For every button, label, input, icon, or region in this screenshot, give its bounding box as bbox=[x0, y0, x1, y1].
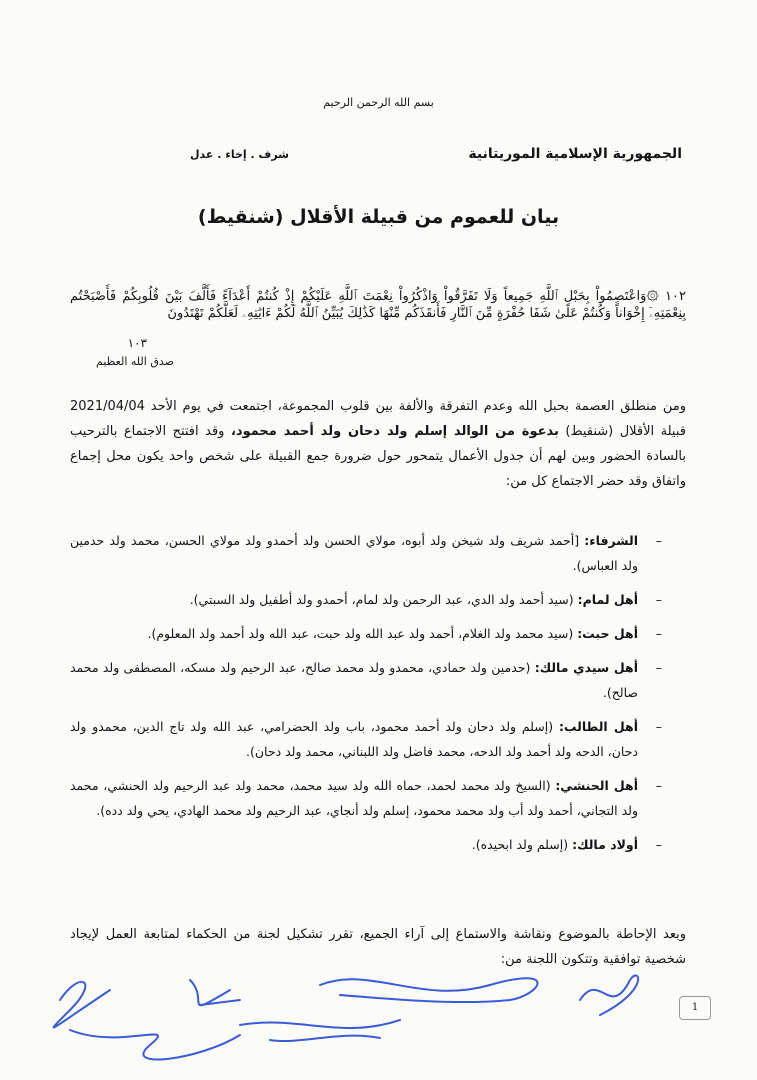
intro-text-2: وقد افتتح الاجتماع بالترحيب بالسادة الحضور وبين لهم أن جدول الأعمال يتمحور حول ضرورة جمع القبيلة على شخص واحد يكون محل إجماع واتفاق وقد حضر الاجتماع كل من: bbox=[70, 424, 686, 489]
basmala: بسم الله الرحمن الرحيم bbox=[323, 96, 434, 109]
signature-3 bbox=[320, 978, 538, 1002]
list-item bbox=[70, 528, 662, 578]
attendees-list bbox=[70, 528, 662, 866]
group-members: (إسلم ولد دحان ولد أحمد محمود، باب ولد الحضرامي، عبد الله ولد تاج الدين، محمدو ولد دحان، الدحه ولد أحمد ولد الدحه، محمد فاضل ولد اللبناني، محمد ولد دحان). bbox=[70, 719, 638, 759]
list-item bbox=[70, 773, 662, 823]
document-title: بيان للعموم من قبيلة الأقلال (شنقيط) bbox=[197, 206, 560, 228]
list-item bbox=[70, 655, 662, 705]
group-members: (سيد أحمد ولد الدي، عبد الرحمن ولد لمام، أحمدو ولد أطفيل ولد السبتي). bbox=[189, 592, 578, 607]
signatures bbox=[40, 960, 700, 1070]
verse-end-number: ۱۰۳ bbox=[127, 336, 147, 350]
national-motto: شرف . إخاء . عدل bbox=[190, 148, 289, 161]
group-members: (السيخ ولد محمد لحمد، حماه الله ولد سيد محمد، محمد ولد عبد الرحيم ولد الحنشي، محمد ولد التجاني، أحمد ولد أب ولد محمد محمود، إسلم ولد أنجاي، عبد الرحيم ولد محمد الهادي، يحي ولد دده). bbox=[70, 778, 638, 818]
group-members: [أحمد شريف ولد شيخن ولد أبوه، مولاي الحسن ولد أحمدو ولد مولاي الحسن، محمد ولد حدمين ولد العباس). bbox=[70, 533, 638, 573]
list-item bbox=[70, 832, 662, 857]
group-name: أهل سيدي مالك: bbox=[534, 660, 638, 675]
signature-4 bbox=[580, 975, 638, 1015]
intro-bold: بدعوة من الوالد إسلم ولد دحان ولد أحمد محمود، bbox=[230, 424, 559, 439]
list-item bbox=[70, 714, 662, 764]
intro-paragraph bbox=[70, 394, 686, 494]
signature-2 bbox=[190, 980, 240, 1005]
group-name: أهل الطالب: bbox=[558, 719, 638, 734]
group-members: (حدمين ولد حمادي، محمدو ولد محمد صالح، عبد الرحيم ولد مسكه، المصطفى ولد محمد صالح). bbox=[70, 660, 638, 700]
group-members: (إسلم ولد ابحيده). bbox=[471, 837, 573, 852]
group-name: أهل لمام: bbox=[577, 592, 638, 607]
intro-text-1: ومن منطلق العصمة بحبل الله وعدم التفرقة والألفة بين قلوب المجموعة، اجتمعت في يوم الأحد 2021/04/04 قبيلة الأقلال (شنقيط) bbox=[70, 399, 686, 439]
verse-closing: صدق الله العظيم bbox=[96, 355, 174, 368]
page-number: 1 bbox=[679, 996, 711, 1020]
quran-verse: ۱۰۲ ۞وَاعْتَصِمُواْ بِحَبْلِ ٱللَّهِ جَمِيعاً وَلَا تَفَرَّقُواْ وَاذْكُرُواْ نِعْمَتَ ٱللَّهِ عَلَيْكُمْ إِذْ كُنتُمْ أَعْدَآءً فَأَلَّفَ بَيْنَ قُلُوبِكُمْ فَأَصْبَحْتُم بِنِعْمَتِهِۦٓ إِخْوَاناً وَكُنتُمْ عَلَىٰ شَفَا حُفْرَةٍ مِّنَ ٱلنَّارِ فَأَنقَذَكُم مِّنْهَا كَذَٰلِكَ يُبَيِّنُ ٱللَّهُ لَكُمْ ءَايَٰتِهِۦ لَعَلَّكُمْ تَهْتَدُونَ bbox=[70, 289, 686, 321]
closing-paragraph: وبعد الإحاطة بالموضوع ونقاشة والاستماع إلى آراء الجميع، تقرر تشكيل لجنة من الحكماء لمتابعة العمل لإيجاد شخصية توافقية وتتكون اللجنة من: bbox=[70, 927, 686, 967]
signature-6 bbox=[240, 1020, 400, 1041]
list-item bbox=[70, 587, 662, 612]
signature-5 bbox=[70, 1030, 240, 1059]
group-name: الشرفاء: bbox=[584, 533, 638, 548]
list-item bbox=[70, 621, 662, 646]
group-name: أهل حبت: bbox=[577, 626, 638, 641]
signature-1 bbox=[54, 982, 110, 1028]
country-name: الجمهورية الإسلامية الموريتانية bbox=[468, 146, 682, 162]
group-name: أهل الحنشي: bbox=[555, 778, 638, 793]
group-name: أولاد مالك: bbox=[572, 837, 638, 852]
group-members: (سيد محمد ولد الغلام، أحمد ولد عبد الله ولد حبت، عبد الله ولد أحمد ولد المعلوم). bbox=[147, 626, 578, 641]
